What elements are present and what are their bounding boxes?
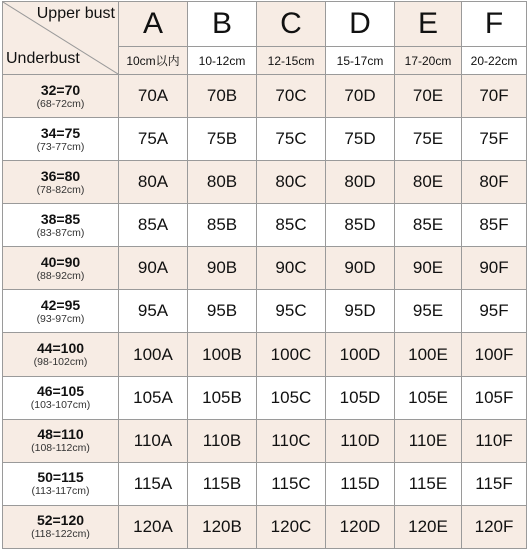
underbust-value: 44=100 [36,340,85,356]
cup-range-c: 12-15cm [257,47,326,75]
size-cell: 100C [257,333,326,376]
cup-range-e: 17-20cm [395,47,462,75]
size-cell: 75F [462,118,527,161]
underbust-range: (108-112cm) [31,442,90,455]
size-cell: 95C [257,290,326,333]
table-row [3,376,527,419]
size-cell: 80F [462,161,527,204]
size-cell: 80E [395,161,462,204]
size-cell: 90E [395,247,462,290]
size-cell: 115F [462,462,527,505]
size-cell: 80A [119,161,188,204]
underbust-cell [3,462,119,505]
underbust-cell [3,290,119,333]
size-cell: 85B [188,204,257,247]
size-cell: 75D [326,118,395,161]
cup-range-f: 20-22cm [462,47,527,75]
underbust-range: (78-82cm) [36,183,85,196]
size-cell: 70D [326,75,395,118]
size-cell: 120E [395,505,462,548]
underbust-range: (88-92cm) [36,269,85,282]
size-cell: 95E [395,290,462,333]
size-cell: 85E [395,204,462,247]
underbust-range: (98-102cm) [33,356,88,368]
underbust-range: (68-72cm) [36,97,85,110]
table-row [3,419,527,462]
table-row [3,161,527,204]
cup-letter-row [3,2,527,47]
size-cell: 100A [119,333,188,376]
bra-size-chart [2,1,527,549]
underbust-cell [3,505,119,548]
size-cell: 120C [257,505,326,548]
table-row [3,290,527,333]
size-cell: 90A [119,247,188,290]
underbust-range: (103-107cm) [30,399,91,412]
size-cell: 110E [395,419,462,462]
size-cell: 80C [257,161,326,204]
size-cell: 85F [462,204,527,247]
size-cell: 115B [188,462,257,505]
size-cell: 95B [188,290,257,333]
size-rows [3,75,527,549]
size-cell: 110B [188,419,257,462]
size-cell: 70C [257,75,326,118]
size-cell: 105D [326,376,395,419]
underbust-cell [3,75,119,118]
cup-letter-a: A [119,2,188,47]
underbust-cell [3,161,119,204]
size-cell: 110C [257,419,326,462]
size-cell: 95A [119,290,188,333]
size-cell: 75A [119,118,188,161]
size-cell: 110D [326,419,395,462]
cup-letter-c: C [257,2,326,47]
size-cell: 120D [326,505,395,548]
size-cell: 80D [326,161,395,204]
size-cell: 115E [395,462,462,505]
underbust-range: (83-87cm) [36,226,85,239]
underbust-cell [3,118,119,161]
size-cell: 105C [257,376,326,419]
underbust-cell [3,333,119,376]
cup-range-a: 10cm以内 [119,47,188,75]
cup-range-b: 10-12cm [188,47,257,75]
underbust-label: Underbust [6,50,80,67]
size-cell: 100E [395,333,462,376]
size-cell: 100D [326,333,395,376]
cup-letter-b: B [188,2,257,47]
size-cell: 110A [119,419,188,462]
underbust-value: 36=80 [40,167,81,184]
underbust-cell [3,376,119,419]
size-cell: 110F [462,419,527,462]
underbust-value: 52=120 [36,512,85,529]
size-cell: 105A [119,376,188,419]
size-cell: 105F [462,376,527,419]
size-cell: 120B [188,505,257,548]
size-cell: 75E [395,118,462,161]
table-row [3,204,527,247]
underbust-cell [3,247,119,290]
underbust-range: (93-97cm) [36,312,85,325]
size-cell: 120A [119,505,188,548]
size-cell: 70E [395,75,462,118]
underbust-value: 42=95 [40,296,81,313]
size-cell: 105B [188,376,257,419]
size-cell: 105E [395,376,462,419]
table-row [3,505,527,548]
size-cell: 80B [188,161,257,204]
cup-letter-f: F [462,2,527,47]
size-cell: 90C [257,247,326,290]
underbust-cell [3,204,119,247]
size-cell: 75B [188,118,257,161]
corner-header [3,2,119,75]
underbust-cell [3,419,119,462]
size-cell: 75C [257,118,326,161]
table-row [3,247,527,290]
size-cell: 85D [326,204,395,247]
underbust-value: 50=115 [37,469,84,486]
underbust-value: 48=110 [37,426,84,443]
table-row [3,118,527,161]
underbust-value: 34=75 [40,124,81,141]
size-cell: 100B [188,333,257,376]
size-cell: 95F [462,290,527,333]
table-row [3,462,527,505]
table-row [3,333,527,376]
size-cell: 85A [119,204,188,247]
underbust-value: 38=85 [40,210,81,227]
size-cell: 90F [462,247,527,290]
upper-bust-label: Upper bust [36,5,115,22]
size-cell: 120F [462,505,527,548]
size-cell: 70F [462,75,527,118]
size-cell: 90B [188,247,257,290]
underbust-value: 32=70 [40,81,81,98]
underbust-range: (118-122cm) [31,528,90,541]
size-cell: 70B [188,75,257,118]
cup-range-d: 15-17cm [326,47,395,75]
size-cell: 115A [119,462,188,505]
table-row [3,75,527,118]
size-cell: 95D [326,290,395,333]
size-cell: 100F [462,333,527,376]
underbust-range: (73-77cm) [36,140,85,153]
size-cell: 90D [326,247,395,290]
underbust-range: (113-117cm) [31,485,90,498]
cup-letter-d: D [326,2,395,47]
underbust-value: 46=105 [36,383,85,400]
size-cell: 115D [326,462,395,505]
size-cell: 115C [257,462,326,505]
underbust-value: 40=90 [40,253,81,270]
size-cell: 85C [257,204,326,247]
size-cell: 70A [119,75,188,118]
cup-letter-e: E [395,2,462,47]
